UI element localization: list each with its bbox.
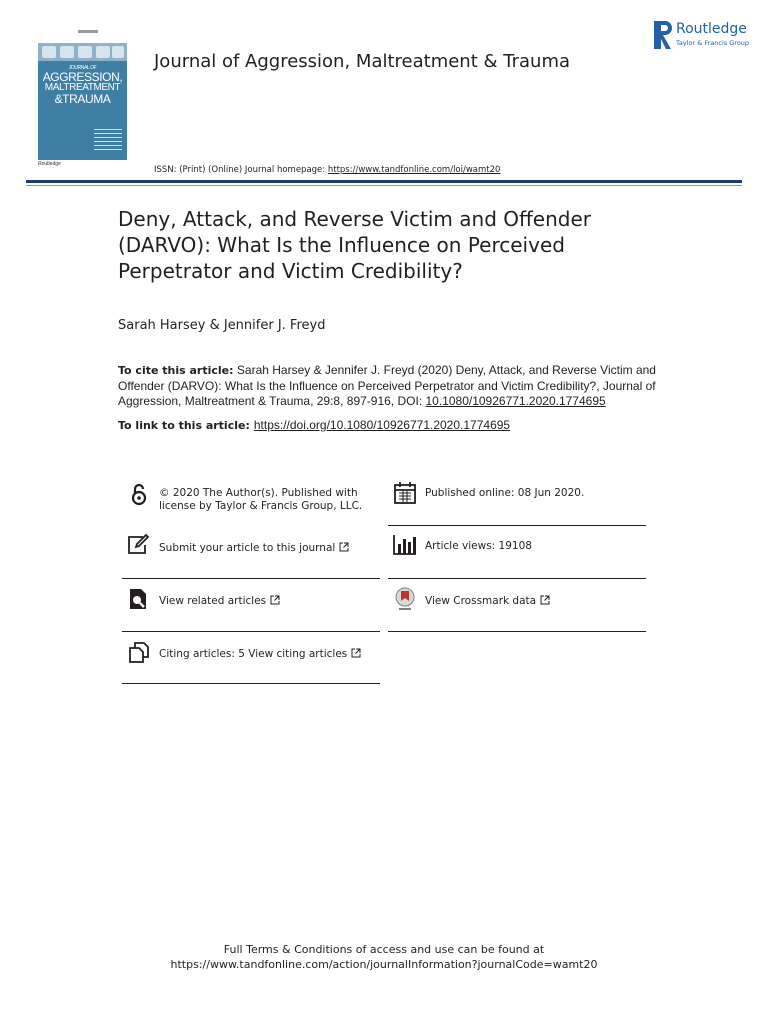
footer-terms <box>0 942 768 972</box>
header-divider <box>26 180 742 183</box>
journal-cover-image <box>38 43 127 160</box>
calendar-icon <box>393 481 417 505</box>
external-link-icon <box>540 595 550 605</box>
open-access-icon <box>127 482 151 506</box>
crossmark-icon <box>393 587 417 611</box>
bar-chart-icon <box>393 533 417 557</box>
submit-article-link[interactable]: Submit your article to this journal <box>159 542 349 555</box>
search-document-icon <box>127 587 151 611</box>
cite-doi-link[interactable]: 10.1080/10926771.2020.1774695 <box>425 394 606 408</box>
cite-label: To cite this article: <box>118 364 234 377</box>
external-link-icon <box>339 542 349 552</box>
divider <box>388 578 646 579</box>
article-doi-link[interactable]: https://doi.org/10.1080/10926771.2020.1774695 <box>253 418 511 432</box>
citation-block <box>118 363 663 410</box>
divider <box>122 631 380 632</box>
external-link-icon <box>351 648 361 658</box>
link-label: To link to this article: <box>118 419 250 432</box>
published-date: Published online: 08 Jun 2020. <box>425 487 585 499</box>
issn-homepage-line: ISSN: (Print) (Online) Journal homepage: https://www.tandfonline.com/loi/wamt20 <box>154 165 501 175</box>
journal-homepage-link[interactable]: https://www.tandfonline.com/loi/wamt20 <box>327 165 501 175</box>
cover-text-lines <box>94 129 122 153</box>
citing-documents-icon <box>127 640 151 664</box>
external-link-icon <box>270 595 280 605</box>
divider <box>388 525 646 526</box>
citing-articles-link[interactable]: Citing articles: 5 View citing articles <box>159 648 361 661</box>
header-divider-thin <box>26 185 742 186</box>
article-title: Deny, Attack, and Reverse Victim and Offender (DARVO): What Is the Influence on Perceived Perpetrator and Victim Credibility? <box>118 207 591 283</box>
logo-subtitle: Taylor & Francis Group <box>676 39 750 47</box>
view-related-articles-link[interactable]: View related articles <box>159 595 280 608</box>
cover-title: JOURNAL OF AGGRESSION, MALTREATMENT &TRAUMA <box>42 65 123 106</box>
footer-terms-link[interactable]: https://www.tandfonline.com/action/journalInformation?journalCode=wamt20 <box>170 958 598 971</box>
article-authors: Sarah Harsey & Jennifer J. Freyd <box>118 318 326 333</box>
edit-icon <box>127 533 151 557</box>
cover-photo-strip <box>38 43 127 61</box>
view-crossmark-link[interactable]: View Crossmark data <box>425 595 550 608</box>
license-text: © 2020 The Author(s). Published with license by Taylor & Francis Group, LLC. <box>159 487 363 512</box>
article-views: Article views: 19108 <box>425 540 532 552</box>
journal-title: Journal of Aggression, Maltreatment & Trauma <box>154 51 571 72</box>
divider <box>122 683 380 684</box>
cover-issn-text <box>78 30 98 33</box>
footer-line-1: Full Terms & Conditions of access and use can be found at <box>223 943 545 956</box>
logo-name: Routledge <box>676 21 747 37</box>
divider <box>122 578 380 579</box>
divider <box>388 631 646 632</box>
cite-text: Sarah Harsey & Jennifer J. Freyd (2020) Deny, Attack, and Reverse Victim and Offender (DARVO): What Is the Influence on Perceived Perpetrator and Victim Credibility?, Journal of Aggression, Maltreatment & Trauma, 29:8, 897-916, DOI: <box>118 363 656 408</box>
routledge-r-icon <box>654 21 672 49</box>
cover-publisher: Routledge <box>38 161 61 167</box>
article-link-line <box>118 418 510 432</box>
